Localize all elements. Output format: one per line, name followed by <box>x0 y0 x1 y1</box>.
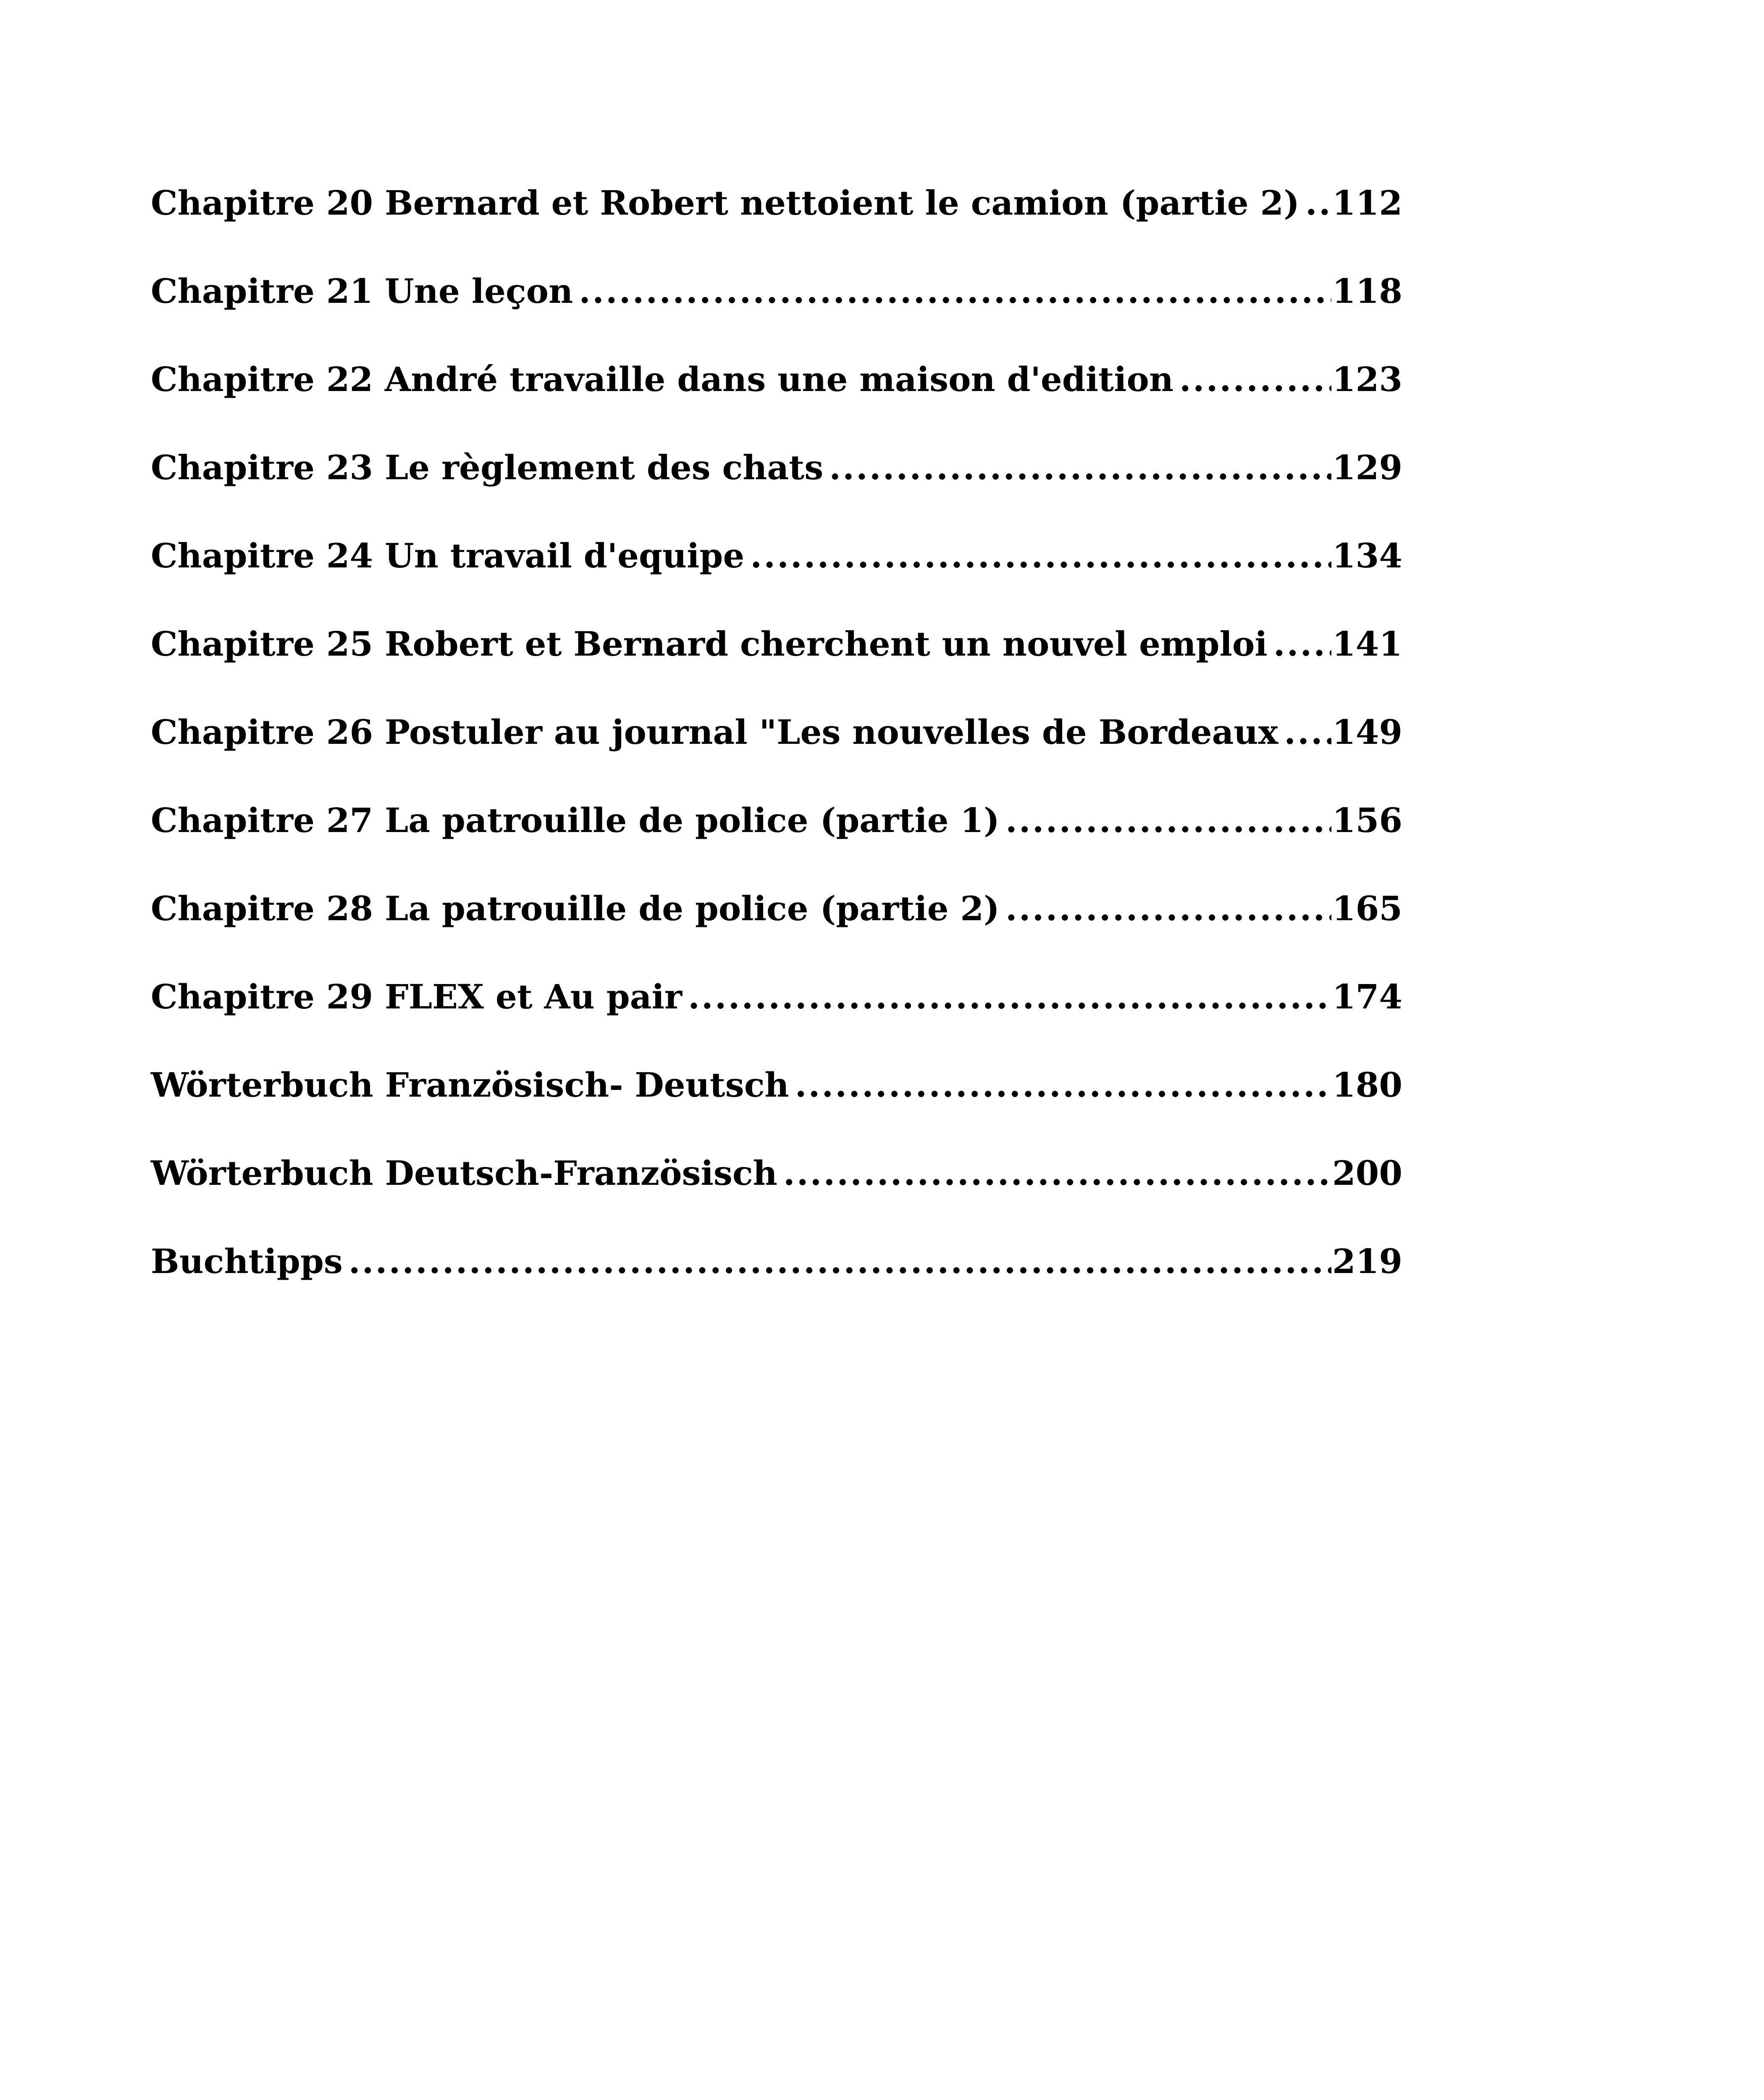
toc-entry-page: 118 <box>1332 271 1402 311</box>
toc-entry-title: Chapitre 20 Bernard et Robert nettoient le camion (partie 2) <box>151 183 1300 223</box>
toc-entry-page: 200 <box>1332 1153 1402 1193</box>
toc-entry-dictionary-fr-de[interactable] <box>151 1053 1402 1142</box>
dot-leader <box>1305 171 1331 234</box>
dot-leader <box>1179 348 1331 411</box>
toc-entry-page: 174 <box>1332 977 1402 1016</box>
toc-entry-chapter-21[interactable] <box>151 260 1402 348</box>
dot-leader <box>1005 877 1331 940</box>
toc-entry-chapter-24[interactable] <box>151 524 1402 612</box>
toc-entry-chapter-22[interactable] <box>151 348 1402 436</box>
dot-leader <box>829 436 1331 499</box>
dot-leader <box>579 260 1331 323</box>
toc-entry-page: 112 <box>1332 183 1402 223</box>
toc-entry-chapter-23[interactable] <box>151 436 1402 524</box>
toc-entry-page: 123 <box>1332 360 1402 399</box>
toc-entry-title: Wörterbuch Deutsch-Französisch <box>151 1153 777 1193</box>
toc-entry-title: Chapitre 26 Postuler au journal "Les nouvelles de Bordeaux <box>151 712 1278 752</box>
toc-entry-chapter-29[interactable] <box>151 965 1402 1053</box>
toc-entry-page: 141 <box>1332 624 1402 664</box>
toc-entry-title: Buchtipps <box>151 1242 343 1281</box>
dot-leader <box>1005 789 1331 852</box>
dot-leader <box>688 965 1331 1028</box>
toc-entry-title: Chapitre 24 Un travail d'equipe <box>151 536 745 575</box>
toc-entry-chapter-25[interactable] <box>151 612 1402 701</box>
toc-entry-chapter-20[interactable] <box>151 171 1402 260</box>
toc-entry-title: Chapitre 27 La patrouille de police (partie 1) <box>151 801 1000 840</box>
toc-entry-page: 134 <box>1332 536 1402 575</box>
toc-entry-chapter-28[interactable] <box>151 877 1402 965</box>
toc-entry-title: Chapitre 21 Une leçon <box>151 271 573 311</box>
toc-entry-buchtipps[interactable] <box>151 1230 1402 1318</box>
toc-entry-chapter-26[interactable] <box>151 701 1402 789</box>
toc-entry-page: 156 <box>1332 801 1402 840</box>
dot-leader <box>750 524 1331 587</box>
toc-entry-title: Wörterbuch Französisch- Deutsch <box>151 1065 789 1105</box>
dot-leader <box>795 1053 1331 1116</box>
dot-leader <box>1273 612 1331 675</box>
toc-entry-page: 165 <box>1332 889 1402 928</box>
toc-entry-title: Chapitre 23 Le règlement des chats <box>151 448 824 487</box>
table-of-contents <box>151 171 1402 1318</box>
toc-entry-chapter-27[interactable] <box>151 789 1402 877</box>
toc-entry-title: Chapitre 22 André travaille dans une maison d'edition <box>151 360 1173 399</box>
toc-entry-title: Chapitre 29 FLEX et Au pair <box>151 977 682 1016</box>
toc-entry-page: 219 <box>1332 1242 1402 1281</box>
toc-entry-title: Chapitre 28 La patrouille de police (partie 2) <box>151 889 1000 928</box>
toc-entry-title: Chapitre 25 Robert et Bernard cherchent un nouvel emploi <box>151 624 1268 664</box>
toc-entry-page: 129 <box>1332 448 1402 487</box>
dot-leader <box>349 1230 1331 1293</box>
toc-entry-dictionary-de-fr[interactable] <box>151 1142 1402 1230</box>
toc-entry-page: 149 <box>1332 712 1402 752</box>
dot-leader <box>1284 701 1331 764</box>
dot-leader <box>783 1142 1331 1205</box>
toc-entry-page: 180 <box>1332 1065 1402 1105</box>
